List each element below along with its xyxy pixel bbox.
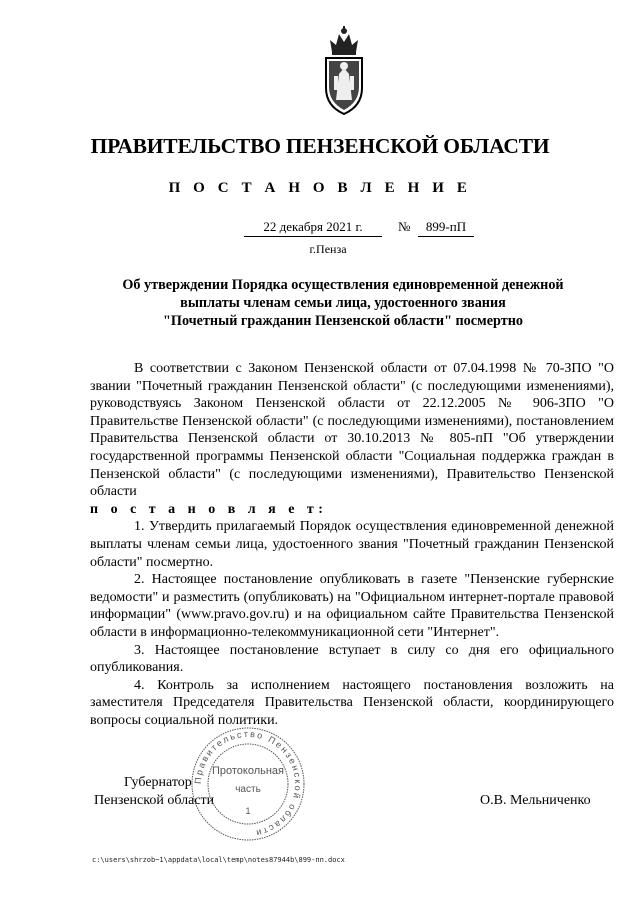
government-title: ПРАВИТЕЛЬСТВО ПЕНЗЕНСКОЙ ОБЛАСТИ <box>90 134 550 158</box>
number-sign: № <box>398 219 411 234</box>
subject-line: выплаты членам семьи лица, удостоенного звания <box>180 295 506 311</box>
resolves-word: п о с т а н о в л я е т: <box>90 501 328 517</box>
item-paragraph: 2. Настоящее постановление опубликовать в газете "Пензенские губернские ведомости" и разместить (опубликовать) на "Официальном интернет-портале правовой информации" (www.pravo.gov.ru) и на официальном сайте Правительства Пензенской области в информационно-телекоммуникационной сети "Интернет". <box>90 572 614 640</box>
document-type-title: П О С Т А Н О В Л Е Н И Е <box>168 180 472 196</box>
stamp-ring-text: Правительство Пензенской области <box>192 728 304 839</box>
signature-title-line1: Губернатор <box>124 775 192 790</box>
document-date: 22 декабря 2021 г. <box>244 219 382 237</box>
subject-line: "Почетный гражданин Пензенской области" посмертно <box>163 313 523 329</box>
coat-of-arms-icon <box>322 26 366 116</box>
stamp-line1: Протокольная <box>211 765 285 777</box>
document-body <box>90 360 614 729</box>
stamp-number: 1 <box>245 806 251 816</box>
file-path-footer: c:\users\shrzob~1\appdata\local\temp\notes87944b\899-пп.docx <box>92 856 345 864</box>
document-number: 899-пП <box>418 219 474 237</box>
signatory-name: О.В. Мельниченко <box>480 793 591 808</box>
item-paragraph: 1. Утвердить прилагаемый Порядок осуществления единовременной денежной выплаты членам семьи лица, удостоенного звания "Почетный гражданин Пензенской области" посмертно. <box>90 519 614 570</box>
signature-title-line2: Пензенской области <box>94 793 215 808</box>
stamp-line2: часть <box>235 784 261 795</box>
preamble-paragraph: В соответствии с Законом Пензенской области от 07.04.1998 № 70-ЗПО "О звании "Почетный гражданин Пензенской области" (с последующими изменениями), руководствуясь Законом Пензенской области от 22.12.2005 № 906-ЗПО "О Правительстве Пензенской области" (с последующими изменениями), постановлением Правительства Пензенской области от 30.10.2013 № 805-пП "Об утверждении государственной программы Пензенской области "Социальная поддержка граждан в Пензенской области" (с последующими изменениями), Правительство Пензенской области <box>90 361 614 500</box>
item-paragraph: 3. Настоящее постановление вступает в силу со дня его официального опубликования. <box>90 642 614 676</box>
item-paragraph: 4. Контроль за исполнением настоящего постановления возложить на заместителя Председателя Правительства Пензенской области, координирующего вопросы социальной политики. <box>90 677 614 728</box>
official-stamp <box>190 726 306 842</box>
document-subject <box>90 276 596 330</box>
document-city: г.Пенза <box>309 242 347 256</box>
subject-line: Об утверждении Порядка осуществления единовременной денежной <box>122 277 564 293</box>
